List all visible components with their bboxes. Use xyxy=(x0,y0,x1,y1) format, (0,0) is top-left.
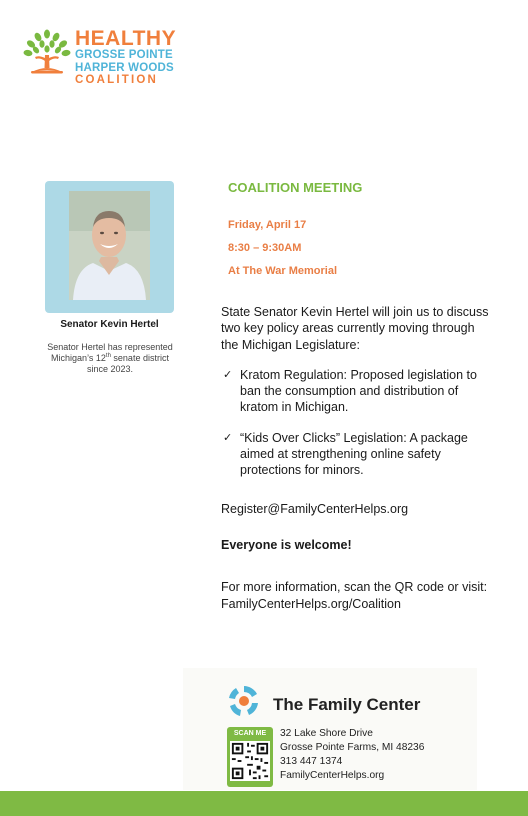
senator-bio: Senator Hertel has represented Michigan’s 12th senate district since 2023. xyxy=(47,342,173,374)
main-content xyxy=(221,304,491,612)
register-email-link[interactable]: Register@FamilyCenterHelps.org xyxy=(221,501,409,516)
meeting-details xyxy=(228,214,337,283)
qr-code-icon xyxy=(230,741,270,781)
address-line-1: 32 Lake Shore Drive xyxy=(280,728,373,739)
meeting-time: 8:30 – 9:30AM xyxy=(228,242,302,254)
tree-logo-icon xyxy=(22,28,72,78)
meeting-date: Friday, April 17 xyxy=(228,219,307,231)
family-center-logo-icon xyxy=(227,684,261,718)
meeting-title: COALITION MEETING xyxy=(228,180,363,195)
senator-photo xyxy=(69,191,150,300)
check-icon: ✓ xyxy=(223,368,233,381)
senator-name: Senator Kevin Hertel xyxy=(60,319,159,330)
scan-me-label: SCAN ME xyxy=(233,730,267,737)
logo-text xyxy=(75,28,176,87)
website-link[interactable]: FamilyCenterHelps.org xyxy=(280,770,385,781)
list-item xyxy=(221,367,491,416)
more-info-text: For more information, scan the QR code or visit: FamilyCenterHelps.org/Coalition xyxy=(221,580,488,611)
logo-line-coalition: COALITION xyxy=(75,74,159,86)
meeting-location: At The War Memorial xyxy=(228,265,337,277)
logo-line-harper-woods: HARPER WOODS xyxy=(75,61,174,74)
logo-line-healthy: HEALTHY xyxy=(75,27,177,50)
bullet-text: “Kids Over Clicks” Legislation: A package aimed at strengthening online safety protections for minors. xyxy=(240,430,468,478)
list-item xyxy=(221,430,491,479)
family-center-name: The Family Center xyxy=(273,695,421,714)
qr-code[interactable] xyxy=(227,727,273,787)
senator-photo-frame xyxy=(45,181,174,313)
check-icon: ✓ xyxy=(223,431,233,444)
footer-bar xyxy=(0,791,528,816)
welcome-text: Everyone is welcome! xyxy=(221,537,352,552)
logo-line-grosse-pointe: GROSSE POINTE xyxy=(75,49,173,61)
address-line-2: Grosse Pointe Farms, MI 48236 xyxy=(280,742,425,753)
intro-paragraph: State Senator Kevin Hertel will join us to discuss two key policy areas currently moving through the Michigan Legislature: xyxy=(221,305,489,352)
bullet-text: Kratom Regulation: Proposed legislation to ban the consumption and distribution of kratom in Michigan. xyxy=(240,367,477,415)
family-center-contact xyxy=(280,727,424,783)
phone-number: 313 447 1374 xyxy=(280,756,343,767)
senator-portrait-icon xyxy=(69,191,150,300)
family-center-card xyxy=(183,668,477,790)
coalition-logo xyxy=(22,27,177,86)
policy-list xyxy=(221,367,491,479)
